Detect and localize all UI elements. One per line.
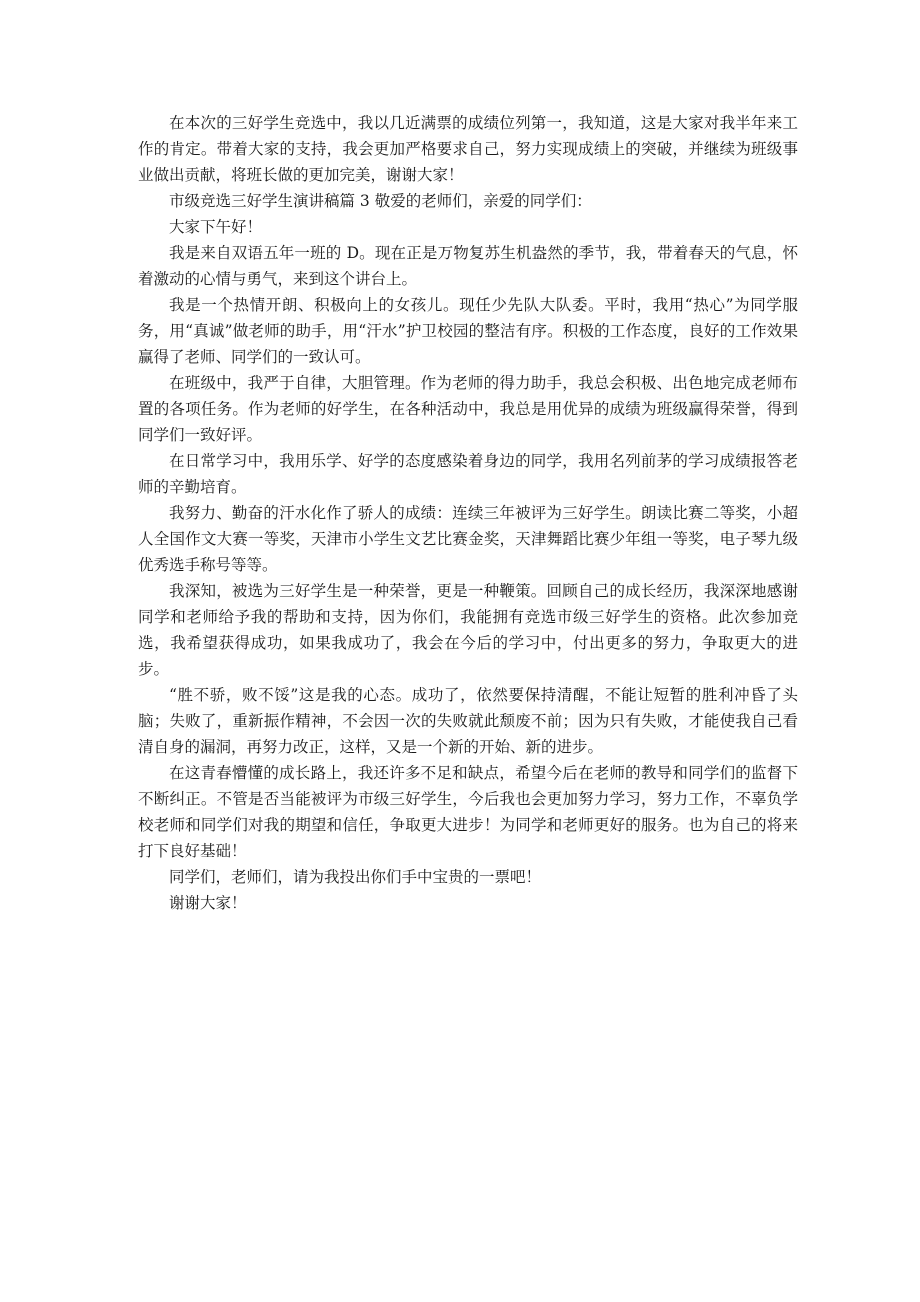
paragraph-13-closing: 谢谢大家！ (169, 894, 247, 912)
paragraph-6: 在班级中，我严于自律，大胆管理。作为老师的得力助手，我总会积极、出色地完成老师布置的各项任务。作为老师的好学生，在各种活动中，我总是用优异的成绩为班级赢得荣誉，得到同学们一致好评。 (138, 374, 798, 444)
paragraph-12: 同学们，老师们，请为我投出你们手中宝贵的一票吧！ (169, 868, 542, 886)
paragraph-1: 在本次的三好学生竞选中，我以几近满票的成绩位列第一，我知道，这是大家对我半年来工作的肯定。带着大家的支持，我会更加严格要求自己，努力实现成绩上的突破，并继续为班级事业做出贡献，将班长做的更加完美，谢谢大家！ (138, 114, 798, 184)
paragraph-10: “胜不骄，败不馁”这是我的心态。成功了，依然要保持清醒，不能让短暂的胜利冲昏了头脑；失败了，重新振作精神，不会因一次的失败就此颓废不前；因为只有失败，才能使我自己看清自身的漏洞，再努力改正，这样，又是一个新的开始、新的进步。 (138, 686, 798, 756)
paragraph-11: 在这青春懵懂的成长路上，我还许多不足和缺点，希望今后在老师的教导和同学们的监督下不断纠正。不管是否当能被评为市级三好学生，今后我也会更加努力学习，努力工作，不辜负学校老师和同学们对我的期望和信任，争取更大进步！为同学和老师更好的服务。也为自己的将来打下良好基础！ (138, 764, 798, 860)
paragraph-9: 我深知，被选为三好学生是一种荣誉，更是一种鞭策。回顾自己的成长经历，我深深地感谢同学和老师给予我的帮助和支持，因为你们，我能拥有竞选市级三好学生的资格。此次参加竞选，我希望获得成功，如果我成功了，我会在今后的学习中，付出更多的努力，争取更大的进步。 (138, 582, 798, 678)
paragraph-7: 在日常学习中，我用乐学、好学的态度感染着身边的同学，我用名列前茅的学习成绩报答老师的辛勤培育。 (138, 452, 798, 496)
paragraph-2-heading: 市级竞选三好学生演讲稿篇 3 敬爱的老师们，亲爱的同学们： (169, 192, 592, 210)
paragraph-5: 我是一个热情开朗、积极向上的女孩儿。现任少先队大队委。平时，我用“热心”为同学服务，用“真诚”做老师的助手，用“汗水”护卫校园的整洁有序。积极的工作态度，良好的工作效果赢得了老师、同学们的一致认可。 (138, 296, 798, 366)
paragraph-8: 我努力、勤奋的汗水化作了骄人的成绩：连续三年被评为三好学生。朗读比赛二等奖，小超人全国作文大赛一等奖，天津市小学生文艺比赛金奖，天津舞蹈比赛少年组一等奖，电子琴九级优秀选手称号等等。 (138, 504, 798, 574)
document-body (138, 110, 798, 916)
paragraph-4: 我是来自双语五年一班的 D。现在正是万物复苏生机盎然的季节，我，带着春天的气息，怀着激动的心情与勇气，来到这个讲台上。 (138, 244, 798, 288)
paragraph-3-greeting: 大家下午好！ (169, 218, 263, 236)
